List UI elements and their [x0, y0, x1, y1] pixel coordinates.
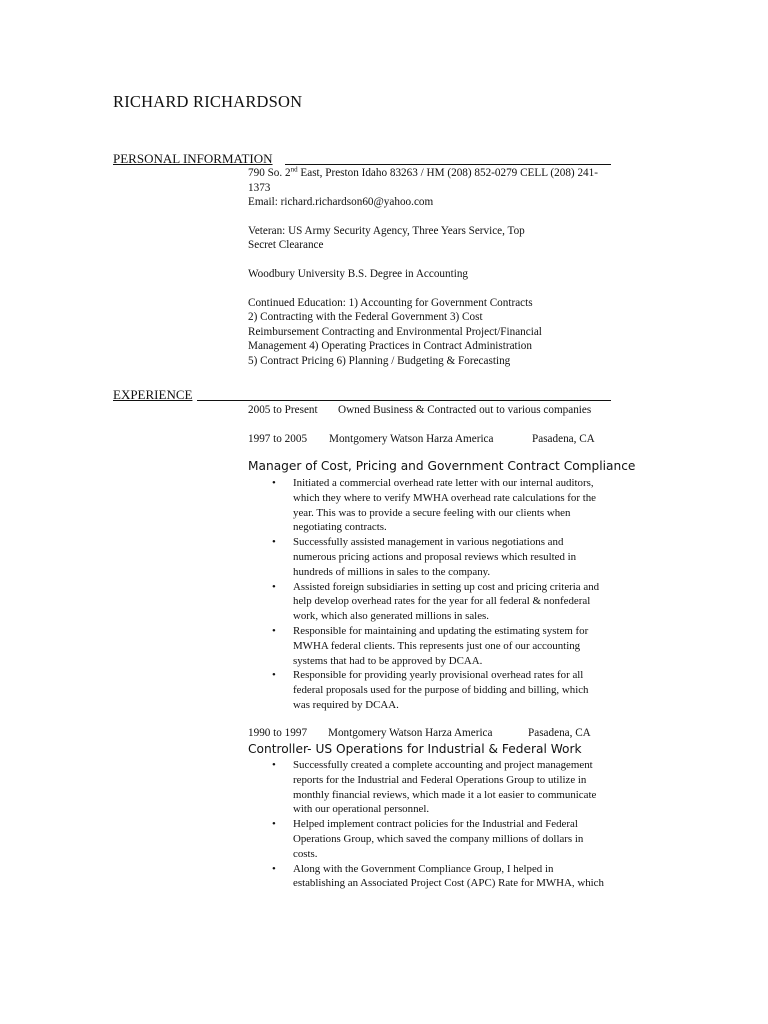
bullet-text: Initiated a commercial overhead rate letter with our internal auditors, [293, 477, 594, 489]
job-3-bullet-3: • Along with the Government Compliance Group, I helped in establishing an Associated Project Cost (APC) Rate for MWHA, which [248, 862, 658, 892]
bullet-text: Operations Group, which saved the company millions of dollars in [293, 832, 584, 845]
job-2-dates: 1997 to 2005 [248, 433, 308, 445]
bullet-text: systems that had to be approved by DCAA. [293, 654, 483, 667]
bullet-text: hundreds of millions in sales to the company. [293, 565, 491, 578]
job-2-title: Manager of Cost, Pricing and Government Contract Compliance [248, 459, 636, 473]
address-line [248, 166, 648, 181]
job-2-bullet-3: • Assisted foreign subsidiaries in setting up cost and pricing criteria and help develop overhead rates for the year for all federal & nonfederal work, which also generated millions in sales. [248, 580, 658, 624]
personal-information-label: PERSONAL INFORMATION [113, 151, 273, 166]
education-line-1: Continued Education: 1) Accounting for Government Contracts [248, 296, 533, 309]
bullet-text: federal proposals used for the purpose of bidding and billing, which [293, 684, 589, 697]
experience-heading [113, 387, 192, 403]
bullet-text: which they where to verify MWHA overhead rate calculations for the [293, 491, 597, 504]
bullet-text: Responsible for maintaining and updating the estimating system for [293, 624, 589, 637]
experience-heading-rule [197, 400, 611, 401]
job-2-bullet-4: • Responsible for maintaining and updating the estimating system for MWHA federal clients. This represents just one of our accounting systems that had to be approved by DCAA. [248, 624, 658, 668]
education-line-5: 5) Contract Pricing 6) Planning / Budgeting & Forecasting [248, 354, 511, 367]
bullet-text: work, which also generated millions in sales. [293, 610, 489, 623]
resume-name: RICHARD RICHARDSON [113, 92, 303, 111]
bullet-text: costs. [293, 847, 318, 860]
address-part-2: East, Preston Idaho 83263 / HM (208) 852-0279 CELL (208) 241- [297, 167, 598, 179]
job-3-company: Montgomery Watson Harza America [328, 727, 493, 739]
bullet-text: Along with the Government Compliance Group, I helped in [293, 862, 554, 875]
job-3-dates: 1990 to 1997 [248, 727, 308, 739]
email-line: Email: richard.richardson60@yahoo.com [248, 196, 434, 209]
job-3-bullets [248, 758, 658, 891]
bullet-text: Responsible for providing yearly provisional overhead rates for all [293, 669, 584, 682]
address-part-1: 790 So. 2 [248, 167, 291, 179]
job-2-bullet-1: • Initiated a commercial overhead rate letter with our internal auditors, which they where to verify MWHA overhead rate calculations for the year. This was to provide a secure feeling with our clients when negotiating contracts. [248, 476, 658, 535]
education-line-4: Management 4) Operating Practices in Contract Administration [248, 340, 532, 353]
address-line-2: 1373 [248, 181, 271, 194]
education-line-2: 2) Contracting with the Federal Government 3) Cost [248, 311, 483, 324]
job-2-company: Montgomery Watson Harza America [329, 433, 494, 445]
bullet-text: negotiating contracts. [293, 521, 387, 534]
personal-information-heading [113, 151, 273, 167]
bullet-text: help develop overhead rates for the year for all federal & nonfederal [293, 595, 591, 608]
job-3-location: Pasadena, CA [528, 727, 591, 739]
job-2-line [248, 433, 595, 445]
job-3-bullet-1: • Successfully created a complete accounting and project management reports for the Industrial and Federal Operations Group to utilize in monthly financial reviews, which made it a lot easier to communicate with our operational personnel. [248, 758, 658, 817]
personal-information-block [248, 166, 648, 369]
bullet-text: with our operational personnel. [293, 803, 430, 816]
address-superscript: nd [290, 165, 298, 174]
personal-heading-rule [285, 164, 611, 165]
bullet-text: monthly financial reviews, which made it a lot easier to communicate [293, 788, 597, 801]
bullet-text: Successfully assisted management in various negotiations and [293, 536, 564, 549]
veteran-line-1: Veteran: US Army Security Agency, Three Years Service, Top [248, 224, 525, 237]
degree-line: Woodbury University B.S. Degree in Accounting [248, 267, 469, 280]
job-3-title: Controller- US Operations for Industrial & Federal Work [248, 742, 582, 756]
experience-label: EXPERIENCE [113, 387, 193, 402]
job-1-dates: 2005 to Present [248, 404, 318, 416]
job-2-location: Pasadena, CA [532, 433, 595, 445]
education-line-3: Reimbursement Contracting and Environmental Project/Financial [248, 325, 542, 338]
bullet-text: was required by DCAA. [293, 698, 399, 711]
job-2-bullets [248, 476, 658, 713]
bullet-text: MWHA federal clients. This represents just one of our accounting [293, 639, 581, 652]
job-1-line [248, 404, 591, 416]
job-2-bullet-2: • Successfully assisted management in various negotiations and numerous pricing actions and proposal reviews which resulted in hundreds of millions in sales to the company. [248, 535, 658, 579]
bullet-text: Helped implement contract policies for the Industrial and Federal [293, 818, 578, 831]
job-2-bullet-5: • Responsible for providing yearly provisional overhead rates for all federal proposals used for the purpose of bidding and billing, which was required by DCAA. [248, 668, 658, 712]
bullet-text: establishing an Associated Project Cost (APC) Rate for MWHA, which [293, 877, 604, 890]
bullet-text: Assisted foreign subsidiaries in setting up cost and pricing criteria and [293, 580, 600, 593]
bullet-text: year. This was to provide a secure feeling with our clients when [293, 506, 571, 519]
bullet-text: reports for the Industrial and Federal Operations Group to utilize in [293, 773, 587, 786]
job-3-bullet-2: • Helped implement contract policies for the Industrial and Federal Operations Group, which saved the company millions of dollars in costs. [248, 817, 658, 861]
job-3-line [248, 727, 591, 739]
veteran-line-2: Secret Clearance [248, 239, 324, 252]
job-1-description: Owned Business & Contracted out to various companies [338, 404, 592, 416]
bullet-text: numerous pricing actions and proposal reviews which resulted in [293, 550, 577, 563]
bullet-text: Successfully created a complete accounting and project management [293, 759, 593, 771]
